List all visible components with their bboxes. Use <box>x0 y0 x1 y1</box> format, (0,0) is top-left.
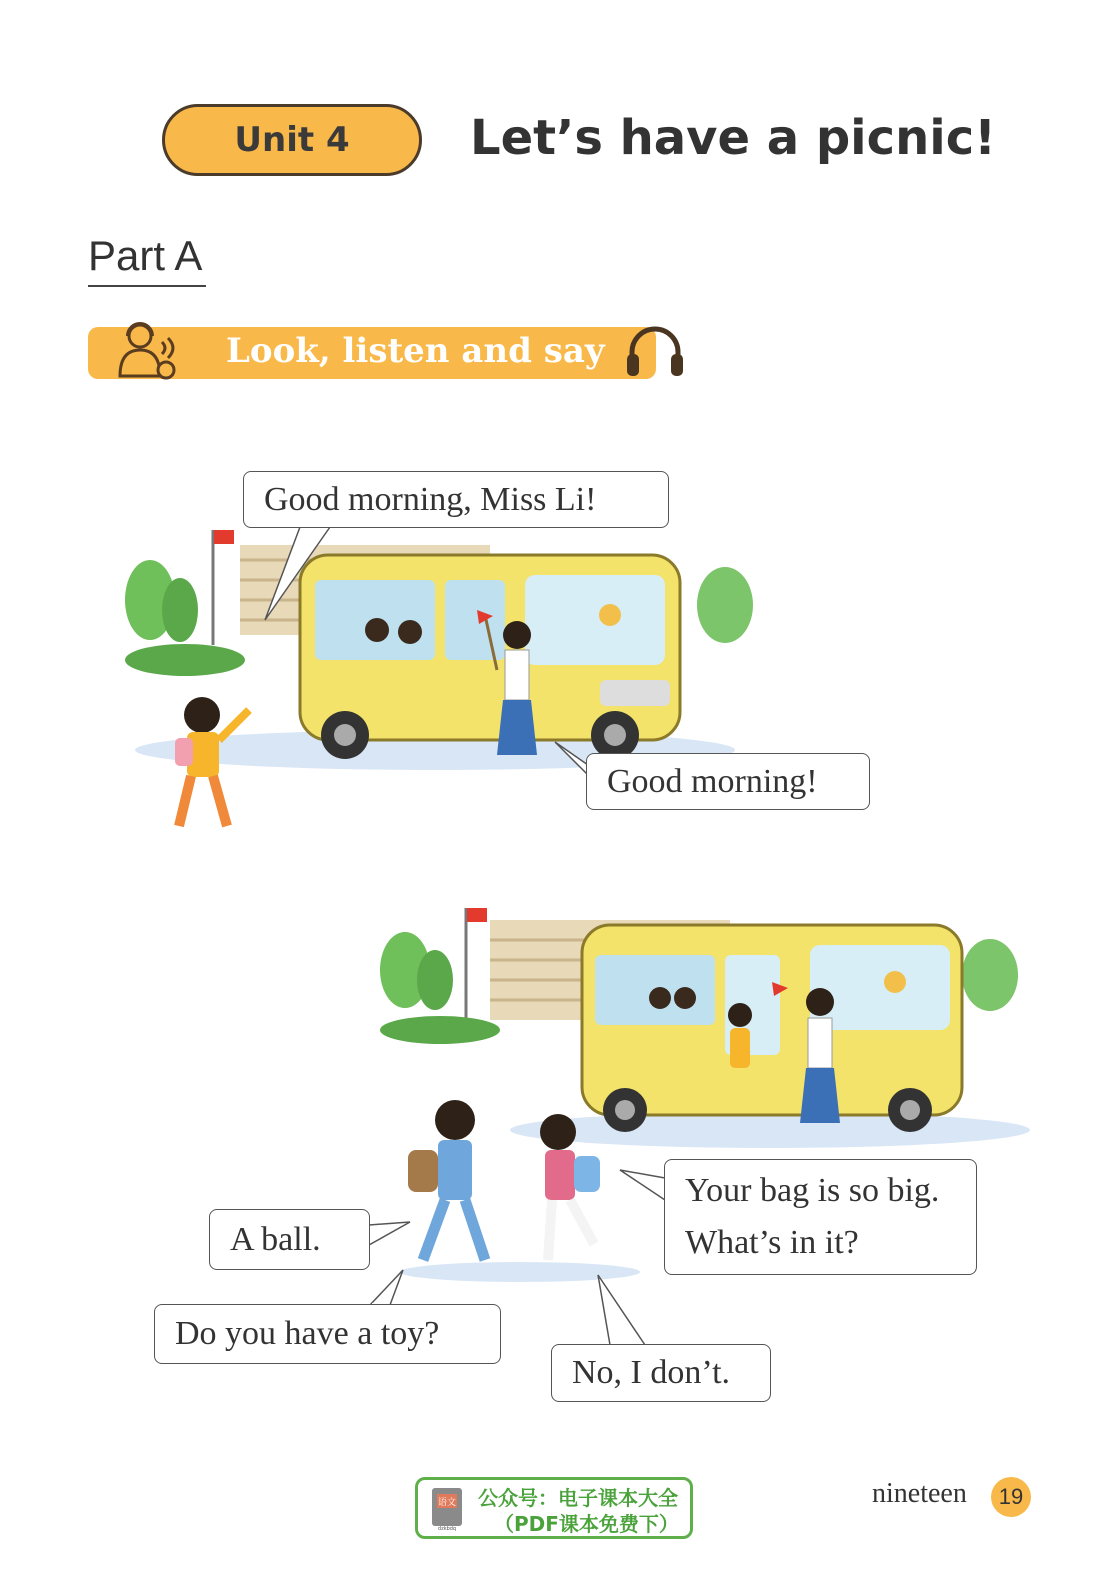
speech-bubble-boy-question <box>154 1304 501 1364</box>
bubble-text: Do you have a toy? <box>175 1315 440 1352</box>
speech-bubble-boy-answer <box>209 1209 370 1270</box>
bubble-text-line-2: What’s in it? <box>685 1224 859 1261</box>
stamp-text-line-2: （PDF课本免费下） <box>494 1512 679 1536</box>
svg-text:语文: 语文 <box>437 1498 457 1508</box>
stamp-text-line-1: 公众号：电子课本大全 <box>478 1486 678 1510</box>
bubble-text: Good morning! <box>607 762 818 800</box>
bubble-text-line-1: Your bag is so big. <box>685 1172 940 1209</box>
unit-badge <box>162 104 422 176</box>
speech-bubble-teacher <box>586 753 870 810</box>
part-title: Part A <box>88 232 203 279</box>
book-icon <box>428 1484 468 1532</box>
headphones-icon[interactable] <box>622 320 688 384</box>
page-number: 19 <box>998 1484 1024 1509</box>
speech-bubble-girl-answer <box>551 1344 771 1402</box>
unit-label: Unit 4 <box>234 120 350 160</box>
bubble-text: A ball. <box>230 1220 321 1258</box>
page-number-badge <box>991 1477 1031 1517</box>
bubble-text: Good morning, Miss Li! <box>264 480 597 518</box>
bubble-text: No, I don’t. <box>572 1354 731 1391</box>
section-banner-label: Look, listen and say <box>226 331 605 371</box>
page-number-word: nineteen <box>872 1478 967 1509</box>
speech-bubble-girl <box>243 471 669 528</box>
svg-text:dzkbdq: dzkbdq <box>437 1526 457 1532</box>
unit-title: Let’s have a picnic! <box>470 110 997 166</box>
speech-bubble-girl-question <box>664 1159 977 1275</box>
part-title-underline <box>88 285 206 287</box>
listen-character-icon <box>112 316 180 382</box>
